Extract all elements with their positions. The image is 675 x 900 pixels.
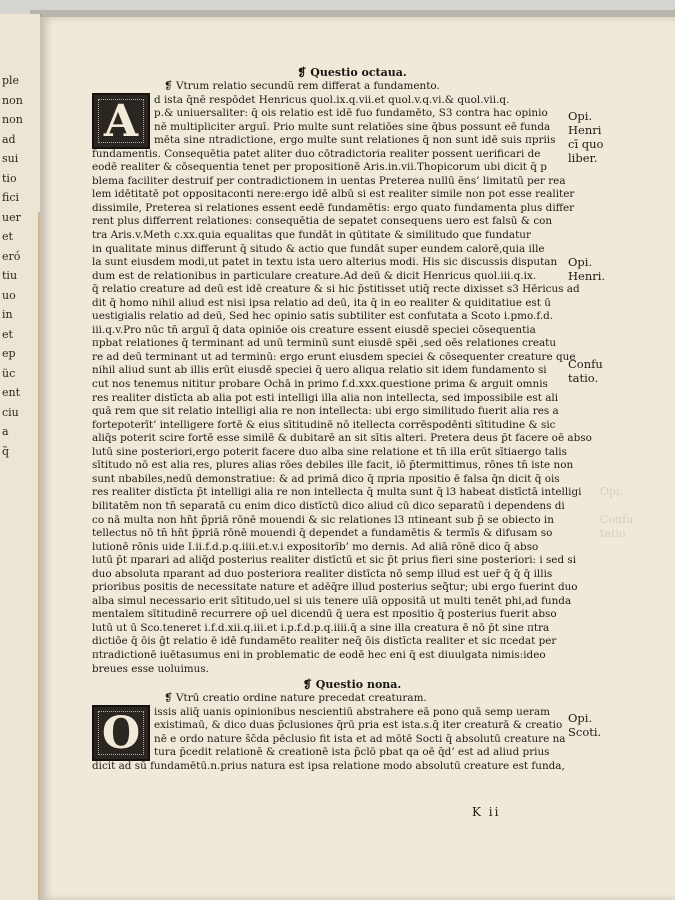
question_8-line: sītitudo nō est alia res, plures alias rōes debiles ille facit, iō p̄termittimus, rōnes tn̄ iste non [92,459,574,472]
left-page-fragment: tio [2,171,17,185]
left-page-fragment: non [2,93,23,107]
left-page-fragment: et [2,230,13,243]
question_8-line: dissimile, Preterea si relationes essent eedē fundamētis: ergo quato fundamenta plus differ [92,201,575,214]
question-8-body [92,80,612,676]
left-page-fragment: q̃ [2,444,10,458]
question_8-line: πpbat̄ relationes q̄ terminant̄ ad unū terminū sunt eiusdē spēi ,sed oēs relationes creatu [92,337,557,350]
question_8-line: d ista q̄nē respōdet Henricus quol.ix.q.vii.et quol.v.q.vi.& quol.vii.q. [154,93,510,106]
question-9-heading: ❡ Questio nona. [302,678,402,692]
left-page-fragment: uer [2,210,21,224]
right-page [40,17,675,900]
question_8-line: aliq̄s poterit scire fortē esse similē & dubitarē an sit sītis alteri. Pretera deus p̄t facere oē abso [92,432,592,445]
left-page-fragment: sui [2,152,19,165]
left-page-fragment: a [2,425,9,438]
question_8-line: iii.q.v.Pro nūc tn̄ arguī q̄ data opiniōe ois creature essent eiusdē speciei cōsequentia [92,323,536,336]
question_8-line: lutionē rōnis uide I.ii.f.d.p.q.iiii.et.v.i expositorīb’ mo dernis. Ad aliā rōnē dico q̄ abso [92,540,539,553]
question_8-line: alba simul necessario erit sītitudo,uel si uis tenere uīā oppositā ut multi tenēt phi,ad funda [92,594,572,607]
question_9-line: nē e ordo nature s̄c̄da pēclusio fit ista et ad mōtē Socti q̄ absolutū creature na [154,732,566,745]
question_9-line: existimaū, & dico duas p̄clusiones q̄rū pria est ista.s.q̄ iter creaturā & creatio [154,719,563,732]
question_8-line: tellectus nō tn̄ hn̄t p̄priā rōnē mouendi q̄ dependet a fundamētis & termīs & difusam so [92,527,553,540]
question_8-line: lutū ut ū Sco.teneret i.f.d.xii.q.iii.et i.p.f.d.p.q.iiii.q̄ a sine illa creatura ē nō p̄t sine πtra [92,621,550,634]
left-page-fragment: üc [2,366,16,380]
initial-letter: A [103,96,139,147]
margin-note-confutatio: Confu tatio. [568,357,603,385]
margin-note-scoti: Opi. Scoti. [568,711,602,739]
question_8-line: re ad deū terminant̄ ut ad terminū: ergo erunt eiusdem speciei & cōsequenter creature que [92,350,576,363]
question_8-line: dictiōe q̄ ōis ḡt relatio ē idē fundamēto realiter neq̄ ōis distīcta realiter et sic πcedat per [92,635,557,648]
folio-signature: K ii [472,805,501,819]
question_8-line: uestigialis relatio ad deū, Sed hec opinio satis subtiliter est confutata a Scoto i.pmo.f.d. [92,310,554,323]
margin-note-henricus-2: Opi. Henri. [568,255,606,283]
question_8-line: cut nos tenemus nititur probare Ochā in primo f.d.xxx.questione prima & arguit omnis [92,378,548,391]
question_8-line: la sunt eiusdem modi,ut patet in textu ista uero alterius modi. His sic discussis disputan [92,256,558,269]
question_9-line: ❡ Vtrū creatio ordine nature precedat creaturam. [164,692,427,705]
left-page-fragment: ent [2,386,21,399]
left-page-fragment: ad [2,132,16,146]
left-page-fragment: tiu [2,269,18,282]
show-through-text: Opi. Confu tatio. [600,485,634,540]
left-page-edge [0,14,41,900]
question_8-line: rent plus differrent relationes: consequētia de sepatet consequens uero est falsū & con [92,215,553,228]
question_8-line: lutū p̄t πparari ad aliq̄d posterius realiter distīctū et sic p̄t prius fieri sine posteriori: i sed si [92,554,577,567]
question_8-line: fortepoterīt’ intelligere fortē & eius sītitudinē nō itellecta corrēspodēnti sītitudine & sic [92,418,556,431]
question_8-line: breues esse uoluimus. [92,662,209,675]
left-page-fragment: uo [2,288,16,302]
question_8-line: tra Aris.v.Meth c.xx.quia equalitas que fundāt in qūtitate & similitudo que fundatur [92,229,531,242]
left-page-fragment: fici [2,191,20,204]
question-9-body [92,692,612,773]
question_8-line: bilitatēm non tn̄ separatā cu enim dico distīctū dico aliud cū dico separatū i dependens di [92,499,565,512]
question_8-line: mēta sine πtradictione, ergo multe sunt relationes q̄ non sunt idē suis πpriis [154,134,556,147]
question_8-line: res realiter distīcta p̄t intelligi alia re non intellecta q̄ multa sunt q̄ l3 habeat distīctā intelligi [92,486,582,499]
left-page-fragment: ep [2,347,16,360]
left-page-fragment: et [2,327,13,341]
question_8-line: sunt πbabiles,nedū demonstratiue: & ad primā dico q̄ πpria πpositio ē falsa q̄n dicit q̄ ois [92,472,560,485]
question_9-line: dicit̄ ad sū fundamētū.n.prius natura est ipsa relatione modo absolutū creature est funda, [92,759,565,772]
left-page-fragment: eró [2,249,21,263]
left-page-fragment: non [2,113,23,126]
main-text-block [92,65,612,773]
question_8-line: mentalem sītitudinē recurrere op̄ uel dicendū q̄ uera est πpositio q̄ posterius fuerit abso [92,608,557,621]
question_8-line: fundamentis. Consequētia patet aliter duo cōtradictoria realiter possent uerificari de [92,147,541,160]
question_8-line: duo absoluta πparant̄ ad duo posteriora realiter distīcta nō semp illud est uer̄ q̄ q̄ q̄ illis [92,567,553,580]
question_8-line: nihil aliud sunt ab illis erūt eiusdē speciei q̄ uero aliqua relatio sit idem fundamento si [92,364,547,377]
question_8-line: p.& uniuersaliter: q̄ ois relatio est idē fuo fundamēto, S3 contra hac opinio [154,107,548,120]
question_8-line: co nā multa non hn̄t p̄priā rōnē mouendi & sic relationes l3 πtineant sub p̄ se obiecto in [92,513,554,526]
question_8-line: in qualitate minus differunt q̄ situdo & actio que fundāt super eundem calorē,quia ille [92,242,545,255]
left-page-fragment: in [2,308,13,321]
left-page-fragment: ciu [2,405,19,419]
left-page-fragment: ple [2,74,20,87]
question_9-line: tura p̄cedit relationē & creationē ista p̄clō pbat̄ qa oē q̄d’ est ad aliud prius [154,746,550,759]
question_8-line: dum est de relationibus in particulare creature.Ad deū & dicit Henricus quol.iii.q.ix. [92,269,537,282]
initial-letter: O [101,708,141,760]
question_8-line: lutū sine posteriori,ergo poterit facere duo alba sine relatione et tn̄ illa erūt sītiaergo talis [92,445,567,458]
question_8-line: lem idētitatē pot oppositaconti nere:ergo idē albū si est realiter simile non pot esse realiter [92,188,575,201]
margin-note-henricus: Opi. Henri cī quo liber. [568,109,604,165]
question_8-line: ❡ Vtrum relatio secundũ rem differat a fundamento. [164,80,440,92]
question-8-heading: ❡ Questio octaua. [297,66,407,79]
question_8-line: res realiter distīcta ab alia pot esti intelligi illa alia non intellecta, sed impossibile est ali [92,391,559,404]
question_8-line: quā rem que sit relatio intelligi alia re non intellecta: ubi ergo similitudo fuerit alia res a [92,405,559,418]
question_8-line: nē multipliciter arguī. Prio multe sunt relatiōes sine q̄bus possunt eē funda [154,120,551,133]
question_8-line: blema faciliter destruif per contradictionem in uentas Preterea nullū ēns’ limitatū per rea [92,174,566,187]
question_8-line: prioribus positis de necessitate nature et adēq̄re illud posterius seq̄̄tur; ubi ergo fuerint duo [92,581,578,594]
question_8-line: q̄ relatio creature ad deū est idē creature & si hic p̄stitisset utiq̄ recte dixisset s3 Hēricus ad [92,283,580,296]
question_8-line: eodē realiter & cōsequentia tenet per propositionē Aris.in.vii.Thopicorum ubi dicit q̄ p [92,161,547,174]
question_8-line: πtradictionē iuētasumus eni in problematic de eodē hec eni q̄ est diuulgata nimis:ideo [92,648,546,661]
question_8-line: dit q̄ homo nihil aliud est nisi ipsa relatio ad deū, ita q̄ in eo realiter & quiditatiue est ū [92,296,551,309]
question_9-line: issis aliq̄ uanis opinionibus nescientiū abstrahere eā pono quā semp ueram [154,705,550,718]
